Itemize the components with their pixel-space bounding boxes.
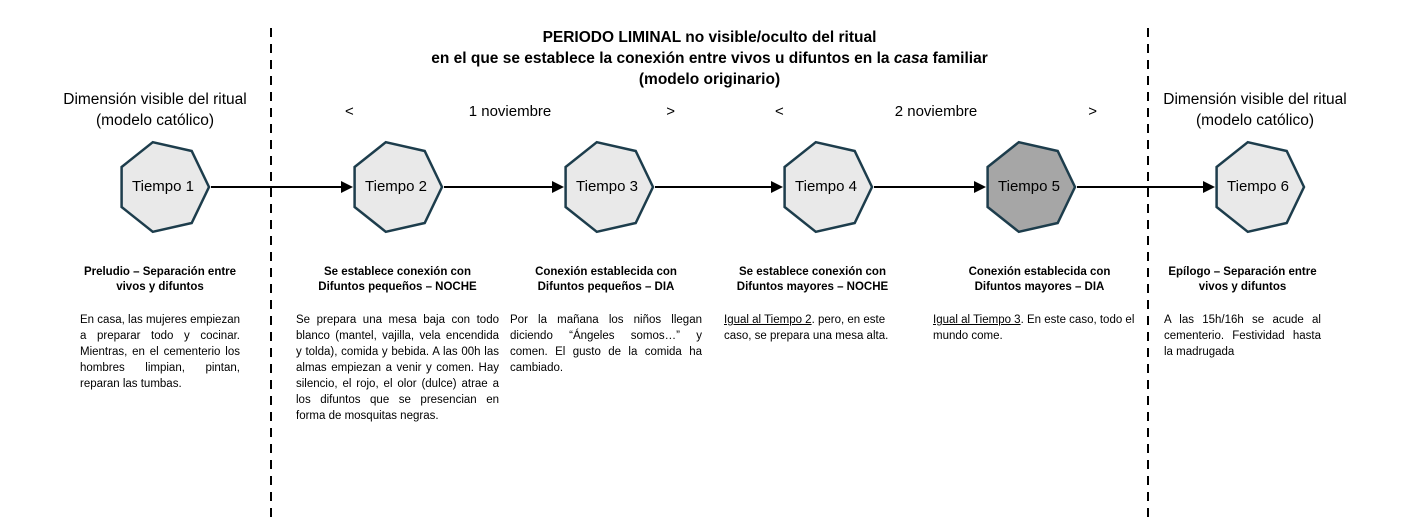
timeline-node-tiempo-6 [1210,139,1306,235]
header-line-2: en el que se establece la conexión entre vivos u difuntos en la casa familiar [431,50,988,67]
column-tiempo-2 [296,265,499,424]
node-label: Tiempo 4 [795,177,857,195]
date-span-1-noviembre [345,103,675,121]
column-body: Se prepara una mesa baja con todo blanco (mantel, vajilla, vela encendida y tolda), comida y bebida. A las 00h las almas empiezan a venir y comen. Hay silencio, el rojo, el olor (dulce) atrae a los difuntos que se presencian en forma de mosquitas negras. [296,314,499,422]
column-title: Se establece conexión con Difuntos pequeños – NOCHE [318,266,477,293]
span2-label: 2 noviembre [894,103,978,120]
column-tiempo-6 [1164,265,1321,360]
column-title: Conexión establecida con Difuntos pequeños – DIA [535,266,677,293]
span2-left-marker: < [775,103,784,120]
cross-reference-underlined: Igual al Tiempo 2 [724,314,812,326]
node-label: Tiempo 3 [576,177,638,195]
node-label: Tiempo 6 [1227,177,1289,195]
column-tiempo-1 [80,265,240,392]
right-section-title: Dimensión visible del ritual (modelo católico) [1163,91,1347,129]
arrow-t1-t2 [211,181,353,193]
arrow-t5-t6 [1077,181,1215,193]
arrowhead-icon [771,181,783,193]
timeline-node-tiempo-5 [981,139,1077,235]
arrow-t3-t4 [655,181,783,193]
node-label: Tiempo 2 [365,177,427,195]
span1-left-marker: < [345,103,354,120]
arrowhead-icon [341,181,353,193]
column-tiempo-3 [510,265,702,376]
arrow-t2-t3 [444,181,564,193]
column-title: Preludio – Separación entre vivos y difuntos [83,266,237,293]
arrowhead-icon [1203,181,1215,193]
column-title: Se establece conexión con Difuntos mayores – NOCHE [736,266,889,293]
timeline-node-tiempo-1 [115,139,211,235]
column-body: Igual al Tiempo 2. pero, en este caso, se prepara una mesa alta. [724,314,889,342]
column-tiempo-4 [724,265,901,344]
arrowhead-icon [974,181,986,193]
arrowhead-icon [552,181,564,193]
liminal-period-header [271,27,1148,90]
timeline-node-tiempo-2 [348,139,444,235]
column-title: Conexión establecida con Difuntos mayores – DIA [968,266,1111,293]
column-title: Epílogo – Separación entre vivos y difuntos [1168,266,1317,293]
column-tiempo-5 [933,265,1146,344]
header-line-2-italic: casa [893,50,929,67]
header-line-1: PERIODO LIMINAL no visible/oculto del ritual [542,29,877,46]
node-label: Tiempo 1 [132,177,194,195]
node-label: Tiempo 5 [998,177,1060,195]
cross-reference-underlined: Igual al Tiempo 3 [933,314,1021,326]
header-line-3: (modelo originario) [638,71,781,88]
column-body: Por la mañana los niños llegan diciendo “Ángeles somos…” y comen. El gusto de la comida ha cambiado. [510,314,702,374]
date-span-2-noviembre [775,103,1097,121]
arrow-t4-t5 [874,181,986,193]
span1-label: 1 noviembre [468,103,552,120]
span2-right-marker: > [1088,103,1097,120]
column-body: A las 15h/16h se acude al cementerio. Festividad hasta la madrugada [1164,314,1321,358]
left-section-title: Dimensión visible del ritual (modelo católico) [63,91,247,129]
column-body: En casa, las mujeres empiezan a preparar todo y cocinar. Mientras, en el cementerio los hombres limpian, pintan, reparan las tumbas. [80,314,240,390]
timeline-node-tiempo-4 [778,139,874,235]
timeline-node-tiempo-3 [559,139,655,235]
left-dashed-divider [270,28,272,521]
span1-right-marker: > [666,103,675,120]
column-body: Igual al Tiempo 3. En este caso, todo el mundo come. [933,314,1135,342]
